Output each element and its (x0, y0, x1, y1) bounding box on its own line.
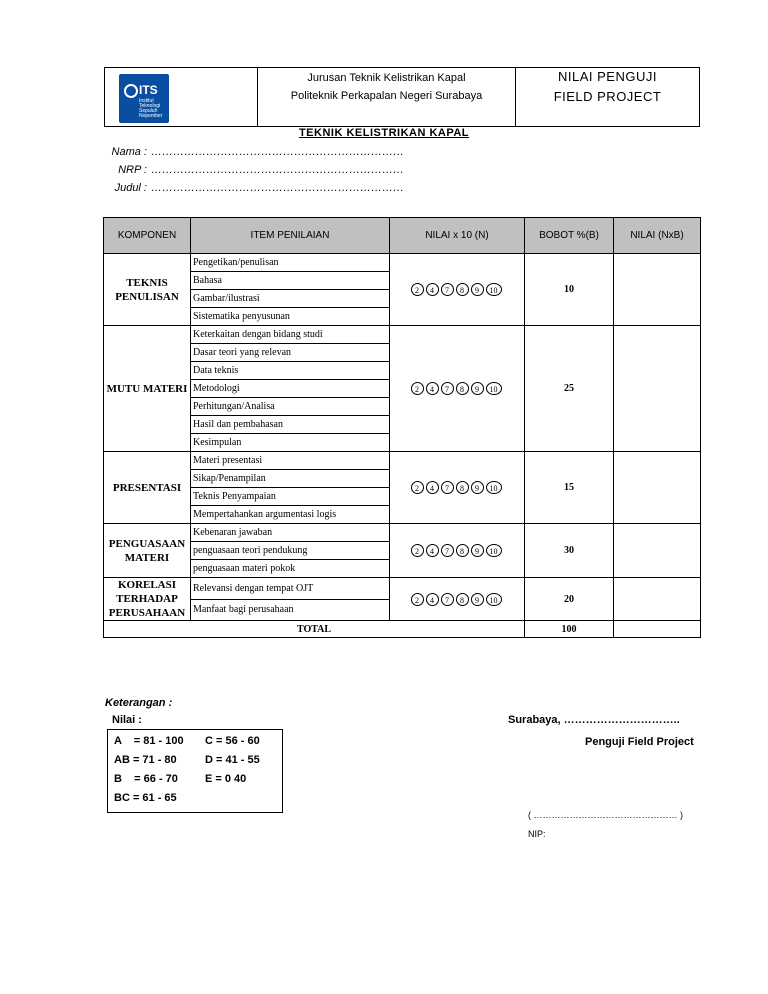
table-row (104, 254, 701, 272)
table-body (104, 254, 701, 621)
grade-e: E = 0 40 (205, 773, 247, 785)
keterangan-title: Keterangan : (105, 697, 173, 709)
item-cell: Dasar teori yang relevan (191, 344, 390, 362)
score-option[interactable]: 4 (426, 544, 439, 557)
total-nxb-cell[interactable] (614, 621, 701, 638)
score-option[interactable]: 7 (441, 481, 454, 494)
institution-name: Politeknik Perkapalan Negeri Surabaya (290, 90, 483, 102)
total-label: TOTAL (104, 621, 525, 638)
table-row (104, 452, 701, 470)
item-cell: Hasil dan pembahasan (191, 416, 390, 434)
score-options-cell (390, 326, 525, 452)
grade-b: B = 66 - 70 (114, 773, 178, 785)
judul-field (105, 182, 404, 194)
nilai-label: Nilai : (112, 714, 142, 726)
score-option[interactable]: 9 (471, 481, 484, 494)
judul-label: Judul : (114, 182, 147, 194)
table-row (104, 326, 701, 344)
grade-a: A = 81 - 100 (114, 735, 184, 747)
score-option[interactable]: 4 (426, 382, 439, 395)
component-cell: PRESENTASI (104, 452, 191, 524)
score-options-cell (390, 578, 525, 621)
item-cell: Perhitungan/Analisa (191, 398, 390, 416)
item-cell: Sikap/Penampilan (191, 470, 390, 488)
item-cell: Teknis Penyampaian (191, 488, 390, 506)
col-header-item: ITEM PENILAIAN (191, 218, 390, 254)
nxb-cell[interactable] (614, 578, 701, 621)
score-option[interactable]: 2 (411, 382, 424, 395)
grade-d: D = 41 - 55 (205, 754, 260, 766)
component-cell: KORELASI TERHADAP PERUSAHAAN (104, 578, 191, 621)
bobot-cell: 15 (525, 452, 614, 524)
item-cell: Bahasa (191, 272, 390, 290)
score-option[interactable]: 10 (486, 481, 502, 494)
item-cell: Data teknis (191, 362, 390, 380)
item-cell: Kesimpulan (191, 434, 390, 452)
item-cell: Keterkaitan dengan bidang studi (191, 326, 390, 344)
score-option[interactable]: 8 (456, 593, 469, 606)
nrp-field (105, 164, 404, 176)
document-header (104, 67, 700, 127)
nxb-cell[interactable] (614, 524, 701, 578)
form-title-line1: NILAI PENGUJI (558, 69, 657, 84)
score-option[interactable]: 4 (426, 283, 439, 296)
signature-role: Penguji Field Project (585, 736, 694, 748)
score-option[interactable]: 8 (456, 481, 469, 494)
score-option[interactable]: 8 (456, 544, 469, 557)
nxb-cell[interactable] (614, 326, 701, 452)
signature-name-line: ( ………………………………………… ) (528, 810, 683, 820)
item-cell: Pengetikan/penulisan (191, 254, 390, 272)
assessment-table (103, 217, 701, 638)
item-cell: penguasaan teori pendukung (191, 542, 390, 560)
item-cell: Materi presentasi (191, 452, 390, 470)
bobot-cell: 25 (525, 326, 614, 452)
grade-bc: BC = 61 - 65 (114, 792, 177, 804)
score-option[interactable]: 9 (471, 382, 484, 395)
nrp-dots: …………………………………………………………… (151, 164, 404, 176)
item-cell: Kebenaran jawaban (191, 524, 390, 542)
grade-ab: AB = 71 - 80 (114, 754, 177, 766)
logo-subtext: Institut Teknologi Sepuluh Nopember (139, 98, 163, 119)
nrp-label: NRP : (118, 164, 147, 176)
emblem-icon (124, 84, 138, 98)
bobot-cell: 20 (525, 578, 614, 621)
nxb-cell[interactable] (614, 452, 701, 524)
form-title-line2: FIELD PROJECT (553, 89, 662, 104)
grade-c: C = 56 - 60 (205, 735, 260, 747)
col-header-nxb: NILAI (NxB) (614, 218, 701, 254)
score-options-cell (390, 254, 525, 326)
its-logo (119, 74, 169, 123)
item-cell: penguasaan materi pokok (191, 560, 390, 578)
score-option[interactable]: 2 (411, 481, 424, 494)
score-option[interactable]: 7 (441, 544, 454, 557)
component-cell: TEKNIS PENULISAN (104, 254, 191, 326)
nama-field (105, 146, 404, 158)
score-option[interactable]: 4 (426, 481, 439, 494)
nama-dots: …………………………………………………………… (151, 146, 404, 158)
table-row (104, 524, 701, 542)
score-option[interactable]: 2 (411, 544, 424, 557)
score-option[interactable]: 8 (456, 283, 469, 296)
score-options-cell (390, 524, 525, 578)
score-option[interactable]: 8 (456, 382, 469, 395)
score-option[interactable]: 7 (441, 283, 454, 296)
score-option[interactable]: 9 (471, 593, 484, 606)
nxb-cell[interactable] (614, 254, 701, 326)
judul-dots: …………………………………………………………… (151, 182, 404, 194)
score-option[interactable]: 7 (441, 593, 454, 606)
page-title: TEKNIK KELISTRIKAN KAPAL (298, 127, 470, 139)
item-cell: Relevansi dengan tempat OJT (191, 578, 390, 600)
logo-text: ITS (139, 83, 158, 97)
grade-legend (107, 729, 283, 813)
bobot-cell: 30 (525, 524, 614, 578)
score-option[interactable]: 4 (426, 593, 439, 606)
score-option[interactable]: 10 (486, 544, 502, 557)
nama-label: Nama : (111, 146, 147, 158)
item-cell: Mempertahankan argumentasi logis (191, 506, 390, 524)
component-cell: PENGUASAAN MATERI (104, 524, 191, 578)
score-option[interactable]: 10 (486, 382, 502, 395)
component-cell: MUTU MATERI (104, 326, 191, 452)
score-option[interactable]: 2 (411, 283, 424, 296)
table-row (104, 578, 701, 600)
score-option[interactable]: 2 (411, 593, 424, 606)
signature-place: Surabaya, ………………………….. (508, 714, 680, 726)
form-title-cell (516, 68, 699, 126)
score-option[interactable]: 9 (471, 283, 484, 296)
bobot-cell: 10 (525, 254, 614, 326)
institution-cell (257, 68, 516, 126)
score-option[interactable]: 10 (486, 593, 502, 606)
score-option[interactable]: 9 (471, 544, 484, 557)
table-header-row (104, 218, 701, 254)
total-row (104, 621, 701, 638)
score-options-cell (390, 452, 525, 524)
total-bobot: 100 (525, 621, 614, 638)
col-header-nilai: NILAI x 10 (N) (390, 218, 525, 254)
signature-nip: NIP: (528, 829, 546, 839)
col-header-bobot: BOBOT %(B) (525, 218, 614, 254)
score-option[interactable]: 7 (441, 382, 454, 395)
item-cell: Sistematika penyusunan (191, 308, 390, 326)
item-cell: Metodologi (191, 380, 390, 398)
department-name: Jurusan Teknik Kelistrikan Kapal (307, 72, 466, 84)
logo-cell (105, 68, 257, 126)
score-option[interactable]: 10 (486, 283, 502, 296)
col-header-komponen: KOMPONEN (104, 218, 191, 254)
item-cell: Manfaat bagi perusahaan (191, 599, 390, 621)
item-cell: Gambar/ilustrasi (191, 290, 390, 308)
